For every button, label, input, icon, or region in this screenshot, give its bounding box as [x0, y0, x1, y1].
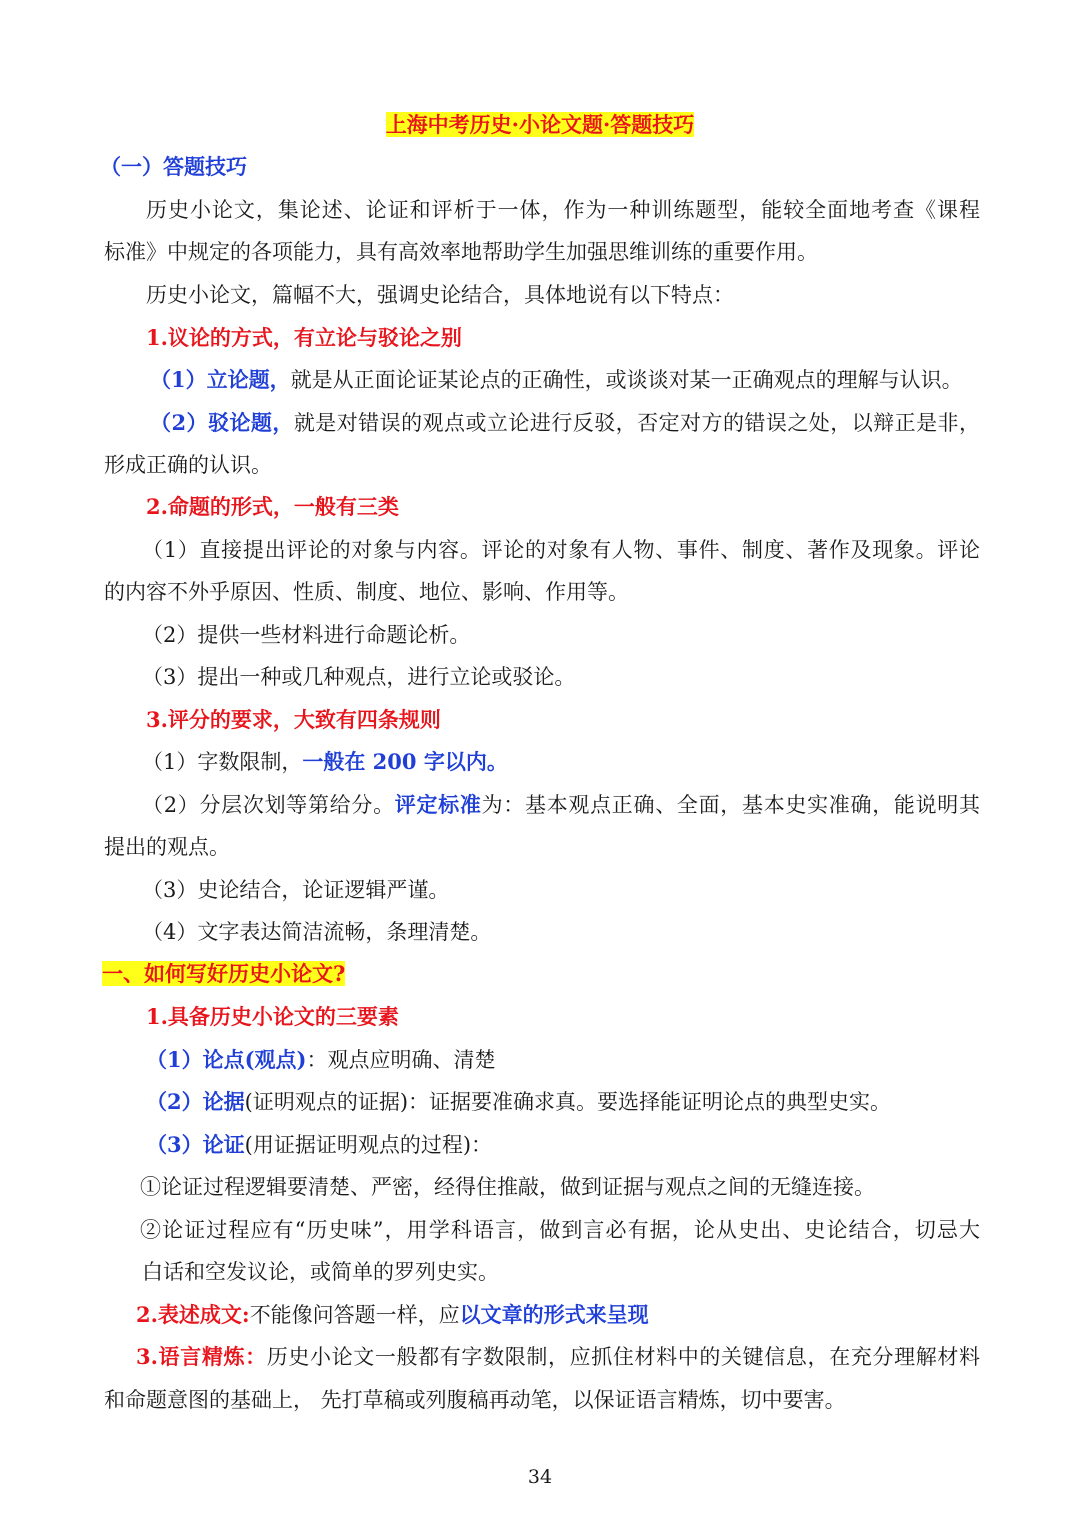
point2-item-a-line2: 的内容不外乎原因、性质、制度、地位、影响、作用等。: [104, 580, 629, 604]
title-text: 上海中考历史·小论文题·答题技巧: [385, 112, 695, 137]
point2-item-a-line1: （1）直接提出评论的对象与内容。评论的对象有人物、事件、制度、著作及现象。评论: [142, 538, 980, 562]
intro-line-1: 历史小论文，集论述、论证和评析于一体，作为一种训练题型，能较全面地考查《课程: [146, 198, 980, 222]
s2-point1-heading: 1.具备历史小论文的三要素: [146, 1004, 399, 1029]
section2-heading: [102, 959, 978, 989]
s2-item-c2-line1: ②论证过程应有“历史味”，用学科语言，做到言必有据，论从史出、史论结合，切忌大: [140, 1218, 980, 1242]
point2-item-c: （3）提出一种或几种观点，进行立论或驳论。: [142, 665, 576, 689]
section1-heading: （一）答题技巧: [100, 154, 247, 179]
item-b-label: （2）论据: [146, 1089, 245, 1114]
item-a-text: 就是从正面论证某论点的正确性，或谈谈对某一正确观点的理解与认识。: [290, 368, 963, 392]
section2-heading-text: 一、如何写好历史小论文?: [102, 961, 346, 986]
point3-item-a: [142, 747, 1018, 777]
item-a-emphasis: 一般在 200 字以内。: [302, 749, 508, 774]
item-c-text: (用证据证明观点的过程)：: [244, 1133, 493, 1157]
point3-text: 历史小论文一般都有字数限制，应抓住材料中的关键信息，在充分理解材料: [266, 1345, 980, 1369]
point2-emphasis: 以文章的形式来呈现: [459, 1302, 649, 1327]
point2-label: 2.表述成文:: [136, 1302, 250, 1327]
s2-point2: [136, 1300, 1012, 1330]
point2-item-b: （2）提供一些材料进行命题论析。: [142, 623, 471, 647]
s2-item-b: [146, 1087, 1022, 1117]
s2-item-c1: ①论证过程逻辑要清楚、严密，经得住推敲，做到证据与观点之间的无缝连接。: [140, 1175, 875, 1199]
page-number: 34: [527, 1466, 553, 1488]
page-title: [0, 110, 1080, 140]
s2-item-a: [146, 1045, 1022, 1075]
point1-item-a: [150, 365, 980, 395]
point3-heading: 3.评分的要求，大致有四条规则: [146, 707, 441, 732]
item-b-emphasis: 评定标准: [394, 792, 482, 817]
s2-item-c2-line2: 白话和空发议论，或简单的罗列史实。: [142, 1260, 499, 1284]
item-b-label: （2）驳论题，: [150, 410, 294, 435]
point1-heading: 1.议论的方式，有立论与驳论之别: [146, 325, 462, 350]
item-b-text: (证明观点的证据)：证据要准确求真。要选择能证明论点的典型史实。: [244, 1090, 892, 1114]
features-line: 历史小论文，篇幅不大，强调史论结合，具体地说有以下特点：: [146, 283, 734, 307]
point1-item-b-line2: 形成正确的认识。: [104, 453, 272, 477]
s2-point3: [136, 1342, 980, 1372]
point3-item-b: [142, 790, 980, 820]
s2-point3-line2: 和命题意图的基础上， 先打草稿或列腹稿再动笔，以保证语言精炼，切中要害。: [104, 1388, 846, 1412]
item-c-label: （3）论证: [146, 1132, 245, 1157]
item-b-text: （2）分层次划等第给分。: [142, 793, 395, 817]
point3-item-b-line2: 提出的观点。: [104, 835, 230, 859]
point3-item-c: （3）史论结合，论证逻辑严谨。: [142, 878, 450, 902]
point3-item-d: （4）文字表达简洁流畅，条理清楚。: [142, 920, 492, 944]
s2-item-c: [146, 1130, 1022, 1160]
point2-heading: 2.命题的形式，一般有三类: [146, 494, 399, 519]
point3-label: 3.语言精炼：: [136, 1344, 267, 1369]
item-b-rest: 为：基本观点正确、全面，基本史实准确，能说明其: [481, 793, 980, 817]
item-a-text: （1）字数限制，: [142, 750, 303, 774]
intro-line-2: 标准》中规定的各项能力，具有高效率地帮助学生加强思维训练的重要作用。: [104, 240, 818, 264]
item-a-label: （1）立论题，: [150, 367, 291, 392]
point2-text: 不能像问答题一样，应: [249, 1303, 460, 1327]
item-b-text: 就是对错误的观点或立论进行反驳，否定对方的错误之处，以辩正是非，: [293, 411, 980, 435]
point1-item-b: [150, 408, 980, 438]
item-a-label: （1）论点(观点): [146, 1047, 307, 1072]
item-a-text: ：观点应明确、清楚: [306, 1048, 496, 1072]
